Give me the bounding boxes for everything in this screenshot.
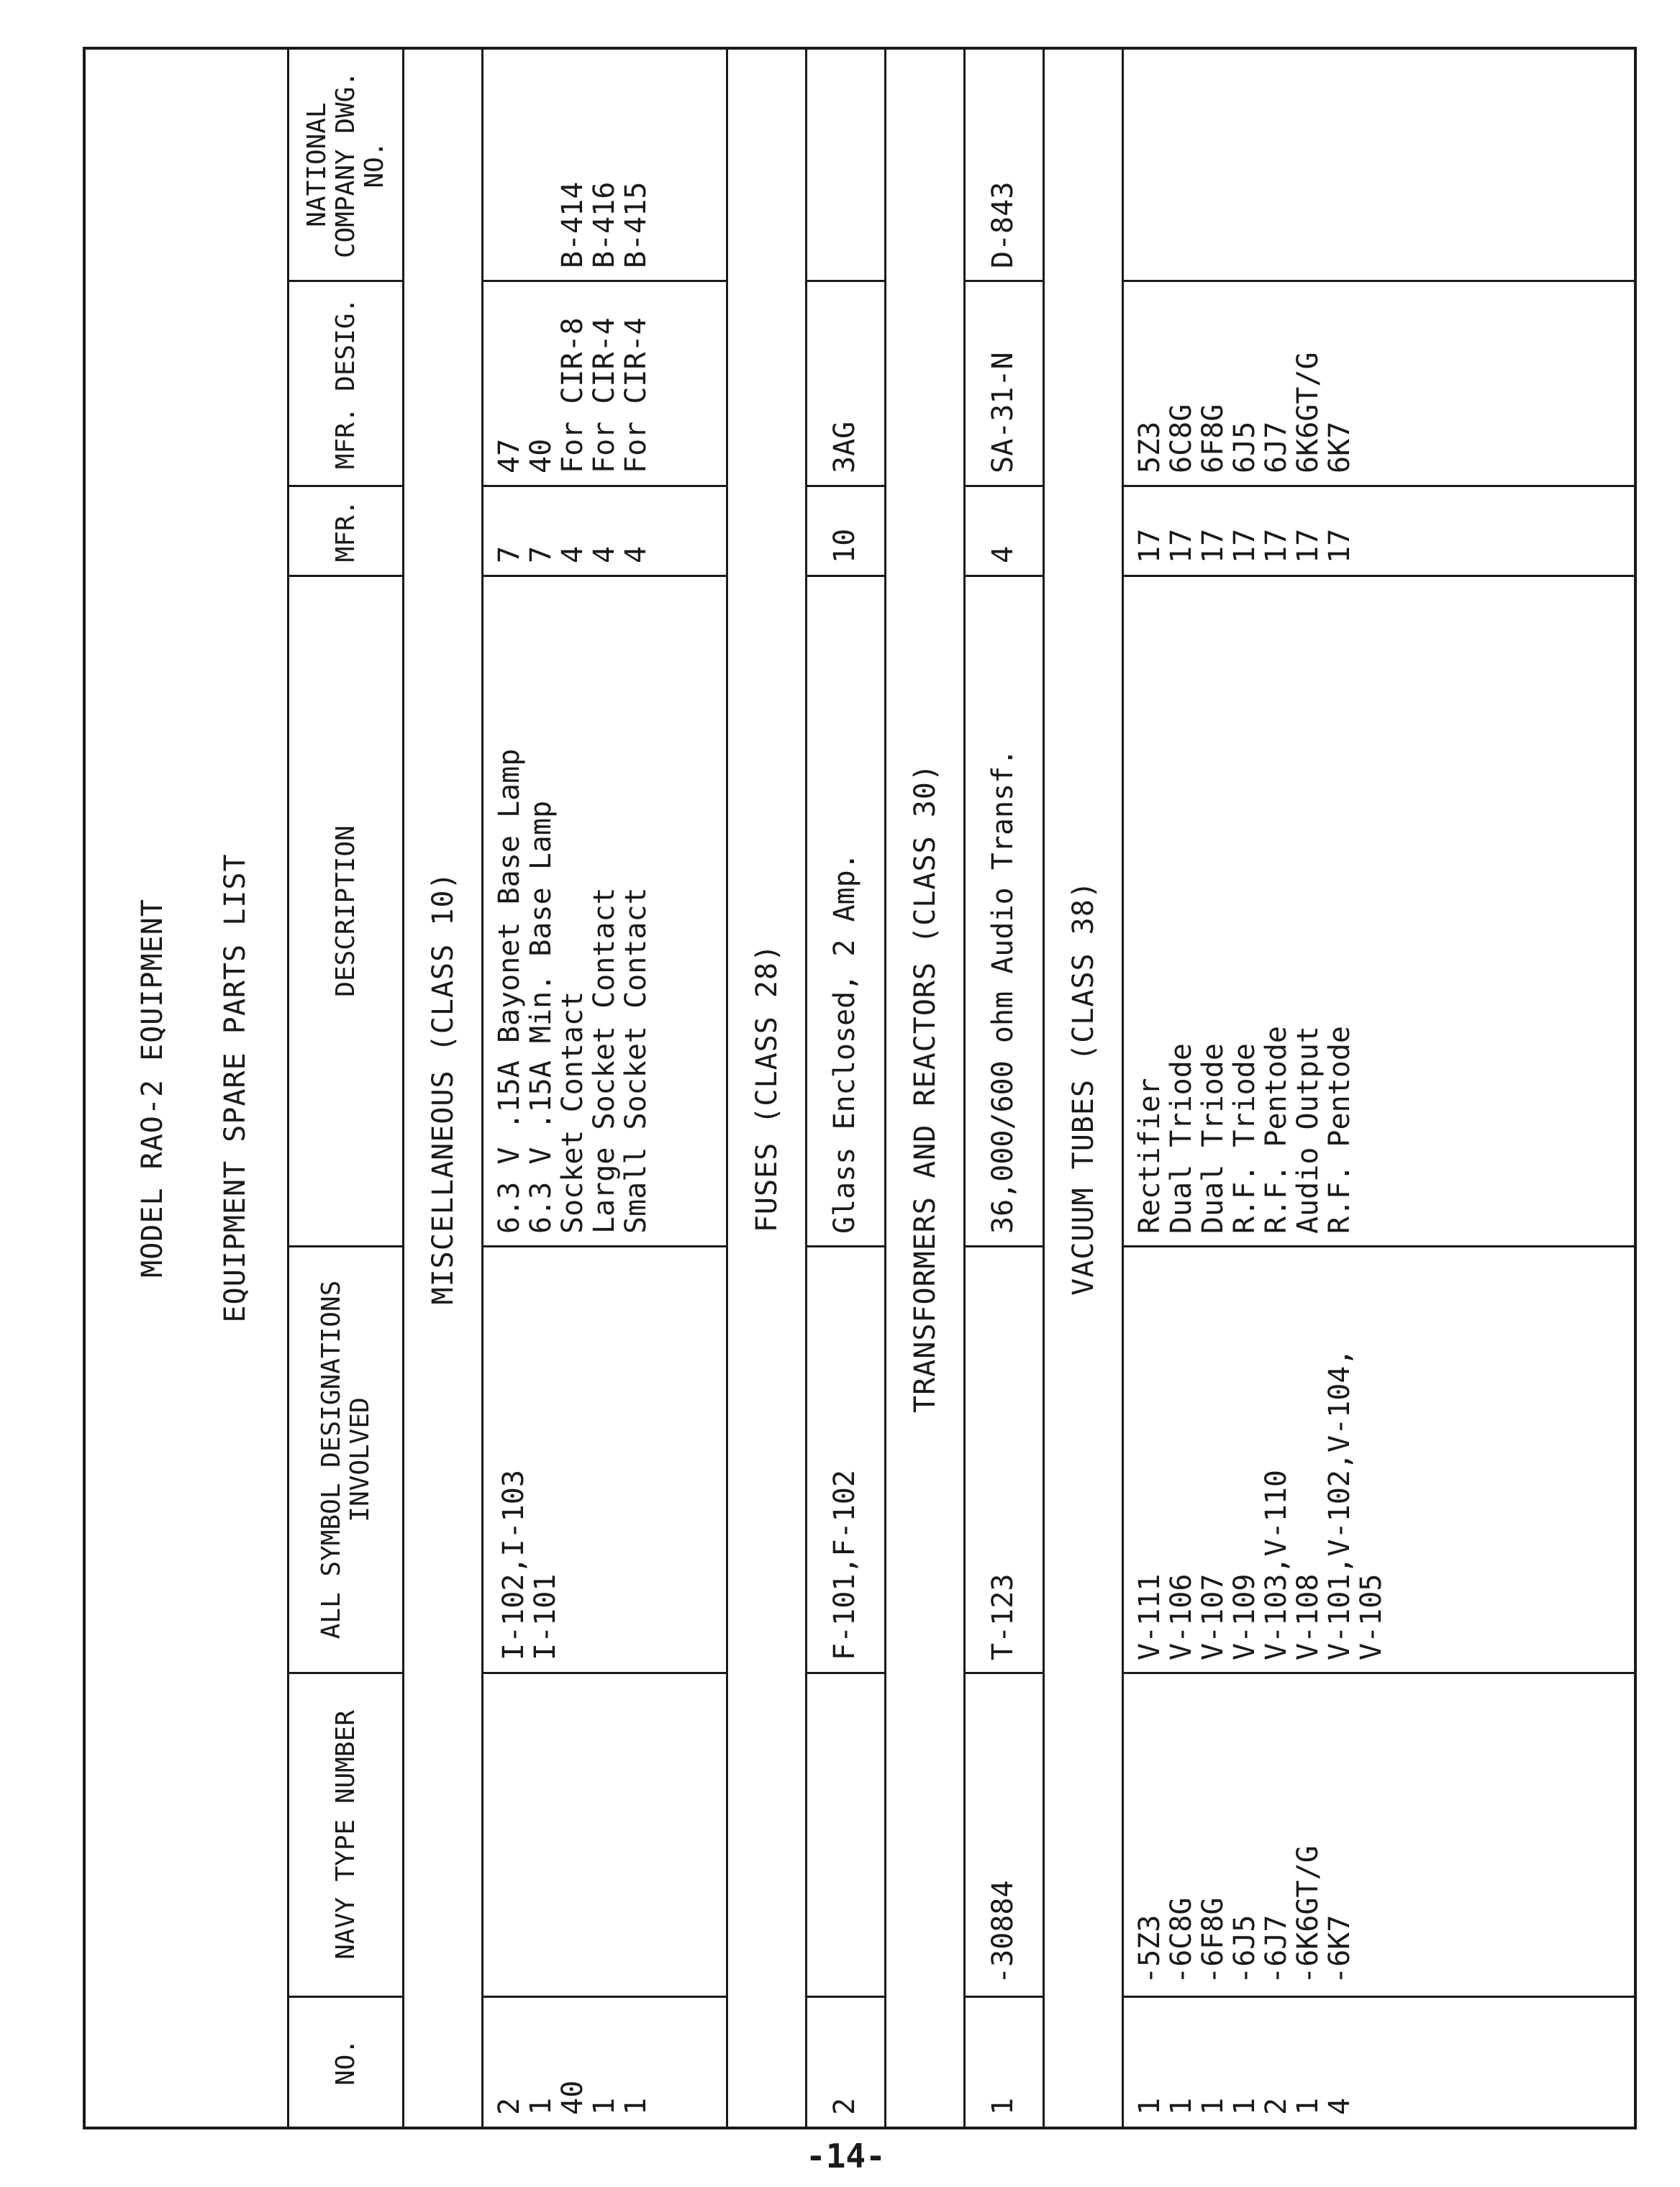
desc: Socket Contact [556,991,589,1234]
tubes-mfr-desig [1124,280,1634,485]
qty: 1 [1197,2097,1230,2115]
section-misc-header: MISCELLANEOUS (CLASS 10) [402,50,481,2127]
col-header-mfr-desig: MFR. DESIG. [289,280,402,485]
col-header-mfr: MFR. [289,485,402,575]
transformers-dwg [966,50,1043,280]
navy-type: -6K6GT/G [1291,1845,1325,1984]
fuses-no [807,1996,884,2127]
col-header-symbols: ALL SYMBOL DESIGNATIONS INVOLVED [289,1245,402,1672]
dwg [494,61,525,268]
section-fuses-row [805,50,884,2127]
transformers-no [966,1996,1043,2127]
navy-type: -6K7 [1323,1914,1356,1984]
mfr: 17 [1260,528,1293,563]
navy-type: -30884 [986,1880,1020,1984]
qty: 2 [1260,2097,1293,2115]
mfr-desig: 3AG [828,421,861,473]
fuses-navy [807,1672,884,1996]
navy-type: -5Z3 [1133,1914,1166,1984]
symbol: V-111 [1133,1573,1166,1660]
dwg: B-414 [556,181,589,268]
mfr: 7 [493,545,526,563]
dwg [525,61,557,268]
mfr-desig: 6J7 [1260,421,1293,473]
mfr-desig: 6K6GT/G [1291,352,1325,473]
transformers-symbols [966,1245,1043,1672]
mfr-desig: 6C8G [1165,404,1198,473]
symbol: V-105 [1355,1573,1388,1660]
qty: 2 [493,2097,526,2115]
col-header-navy-type: NAVY TYPE NUMBER [289,1672,402,1996]
fuses-description [807,575,884,1245]
mfr: 4 [619,545,653,563]
dwg: B-415 [619,181,653,268]
section-tubes-header: VACUUM TUBES (CLASS 38) [1043,50,1122,2127]
tubes-navy [1124,1672,1634,1996]
tubes-dwg [1124,50,1634,280]
mfr: 4 [588,545,621,563]
qty: 2 [828,2097,861,2115]
symbol: V-107 [1197,1573,1230,1660]
rotated-table-frame [86,50,1634,2127]
qty: 1 [588,2097,621,2115]
tubes-symbols [1124,1245,1634,1672]
desc: 6.3 V .15A Bayonet Base Lamp [493,748,526,1234]
desc: Dual Triode [1165,1043,1198,1234]
desc: Rectifier [1133,1078,1166,1234]
col-header-no: NO. [289,1996,402,2127]
mfr-desig: 6F8G [1197,404,1230,473]
desc: Dual Triode [1197,1043,1230,1234]
desc: R.F. Triode [1228,1043,1261,1234]
mfr: 7 [525,545,558,563]
qty: 1 [525,2097,558,2115]
symbol: V-101,V-102,V-104, [1323,1348,1356,1660]
column-header-row [287,50,402,2127]
mfr-desig: 47 [493,438,526,473]
transformers-mfr [966,485,1043,575]
mfr: 17 [1323,528,1356,563]
misc-mfr-desig [483,280,726,485]
mfr: 17 [1133,528,1166,563]
symbol: I-102,I-103 [497,1470,530,1660]
symbol: V-103,V-110 [1260,1470,1293,1660]
symbol: V-109 [1228,1573,1261,1660]
tubes-description [1124,575,1634,1245]
desc: R.F. Pentode [1260,1026,1293,1234]
desc: Small Socket Contact [619,887,653,1234]
section-transformers-header: TRANSFORMERS AND REACTORS (CLASS 30) [884,50,963,2127]
qty: 1 [1133,2097,1166,2115]
misc-navy [483,1672,726,1996]
desc: Glass Enclosed, 2 Amp. [828,852,861,1234]
symbol: V-108 [1291,1573,1325,1660]
transformers-navy [966,1672,1043,1996]
mfr-desig: SA-31-N [986,352,1020,473]
symbol: F-101,F-102 [828,1470,861,1660]
section-misc-row [481,50,726,2127]
qty: 40 [556,2080,589,2115]
spare-parts-sheet [83,47,1637,2129]
col-header-dwg: NATIONAL COMPANY DWG. NO. [301,71,389,259]
symbol: V-106 [1165,1573,1198,1660]
desc: Large Socket Contact [588,887,621,1234]
fuses-dwg [807,50,884,280]
desc: 36,000/600 ohm Audio Transf. [986,748,1020,1234]
mfr-desig: 40 [525,438,558,473]
mfr: 4 [986,545,1020,563]
mfr: 4 [556,545,589,563]
symbol: I-101 [529,1573,562,1660]
qty: 1 [1228,2097,1261,2115]
document-subtitle: EQUIPMENT SPARE PARTS LIST [219,853,252,1323]
mfr-desig: For CIR-4 [588,317,621,473]
mfr: 17 [1197,528,1230,563]
qty: 4 [1323,2097,1356,2115]
dwg: B-416 [588,181,621,268]
misc-no [483,1996,726,2127]
mfr-desig: For CIR-8 [556,317,589,473]
misc-mfr [483,485,726,575]
fuses-mfr [807,485,884,575]
misc-dwg [483,50,726,280]
fuses-symbols [807,1245,884,1672]
section-transformers-row [963,50,1043,2127]
mfr-desig: 6K7 [1323,421,1356,473]
misc-description [483,575,726,1245]
transformers-mfr-desig [966,280,1043,485]
navy-type: -6J5 [1228,1914,1261,1984]
desc: R.F. Pentode [1323,1026,1356,1234]
tubes-mfr [1124,485,1634,575]
parts-table [287,50,1634,2127]
col-header-description: DESCRIPTION [289,575,402,1245]
qty: 1 [1165,2097,1198,2115]
mfr-desig: 5Z3 [1133,421,1166,473]
mfr: 17 [1165,528,1198,563]
document-title: MODEL RAO-2 EQUIPMENT [136,899,169,1278]
mfr-desig: For CIR-4 [619,317,653,473]
qty: 1 [619,2097,653,2115]
desc: 6.3 V .15A Min. Base Lamp [525,800,558,1234]
tubes-no [1124,1996,1634,2127]
qty: 1 [1291,2097,1325,2115]
fuses-mfr-desig [807,280,884,485]
navy-type: -6C8G [1165,1897,1198,1984]
navy-type: -6J7 [1260,1914,1293,1984]
symbol: T-123 [986,1573,1020,1660]
transformers-description [966,575,1043,1245]
desc: Audio Output [1291,1026,1325,1234]
misc-symbols [483,1245,726,1672]
mfr: 17 [1291,528,1325,563]
mfr-desig: 6J5 [1228,421,1261,473]
dwg: D-843 [986,181,1020,268]
section-fuses-header: FUSES (CLASS 28) [726,50,805,2127]
section-tubes-row [1122,50,1634,2127]
page-number: -14- [806,2137,886,2175]
mfr: 10 [828,528,861,563]
navy-type: -6F8G [1197,1897,1230,1984]
mfr: 17 [1228,528,1261,563]
qty: 1 [986,2097,1020,2115]
